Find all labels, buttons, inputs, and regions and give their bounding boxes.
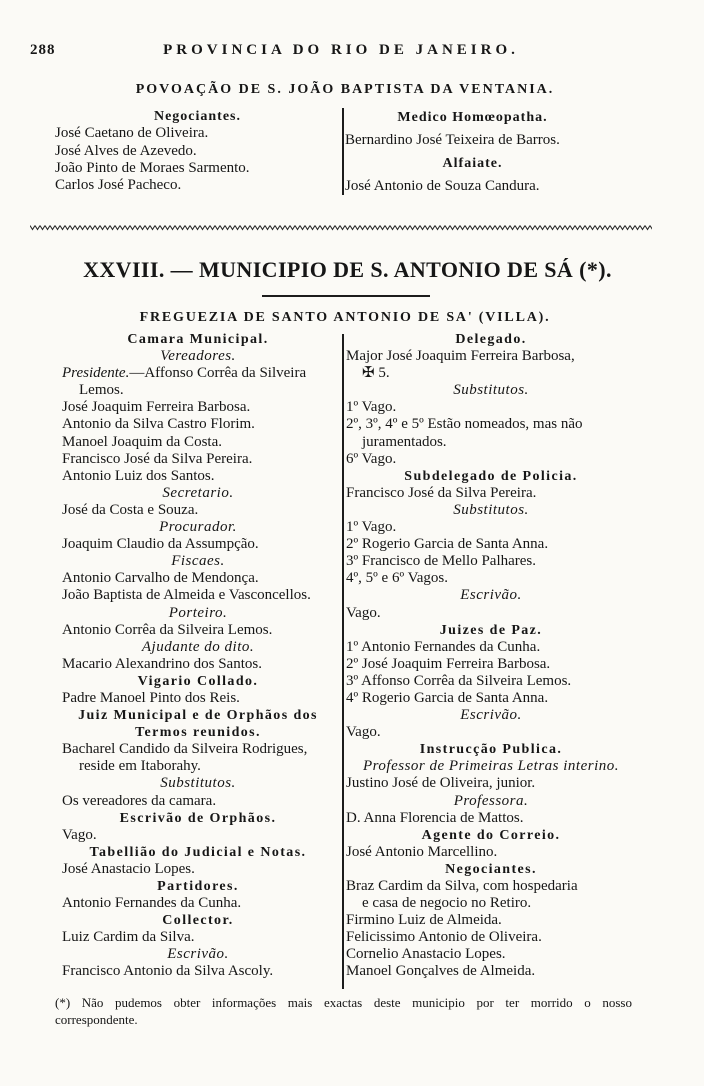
name-entry: José da Costa e Souza. [62, 501, 199, 518]
name-entry: José Antonio de Souza Candura. [345, 178, 540, 194]
name-entry: Antonio Carvalho de Mendonça. [62, 570, 259, 587]
section-heading: Medico Homœopatha. [397, 110, 548, 125]
section-heading: Collector. [162, 913, 234, 929]
role-label: Vereadores. [160, 348, 236, 365]
name-entry: José Alves de Azevedo. [55, 142, 197, 159]
section-heading: Delegado. [455, 332, 527, 347]
role-label: Fiscaes. [171, 553, 225, 570]
name-entry: Antonio Fernandes da Cunha. [62, 895, 242, 912]
continuation-line: ✠ 5. [362, 365, 390, 382]
name-entry: Major José Joaquim Ferreira Barbosa, [346, 348, 575, 365]
section-heading: Vigario Collado. [137, 673, 259, 689]
name-entry: 2º Rogerio Garcia de Santa Anna. [346, 536, 549, 553]
column-divider [342, 334, 344, 989]
name-entry: Francisco José da Silva Pereira. [62, 450, 253, 467]
section-heading: Tabellião do Judicial e Notas. [89, 844, 307, 860]
name-entry: 2º José Joaquim Ferreira Barbosa. [346, 655, 551, 672]
name-entry: 1º Vago. [346, 399, 397, 416]
municipio-right-column [345, 331, 637, 981]
name-entry: Bacharel Candido da Silveira Rodrigues, [62, 741, 308, 758]
role-label: Substitutos. [453, 382, 529, 399]
section-heading: Termos reunidos. [135, 725, 261, 741]
continuation-line: reside em Itaborahy. [79, 758, 201, 775]
column-divider [342, 108, 344, 195]
name-entry: 3º Affonso Corrêa da Silveira Lemos. [346, 672, 572, 689]
section-heading: Juizes de Paz. [439, 622, 543, 638]
footnote-line: (*) Não pudemos obter informações mais exactas deste municipio por ter morrido o nosso [55, 995, 632, 1010]
name-entry: Luiz Cardim da Silva. [62, 929, 195, 946]
name-entry [56, 365, 340, 382]
name-entry: 3º Francisco de Mello Palhares. [346, 553, 537, 570]
name-entry: Vago. [346, 604, 381, 621]
section-heading: Camara Municipal. [127, 332, 269, 347]
role-label: Escrivão. [460, 707, 522, 724]
name-entry: João Pinto de Moraes Sarmento. [55, 159, 250, 176]
role-label: Procurador. [159, 519, 237, 536]
name-entry: 2º, 3º, 4º e 5º Estão nomeados, mas não [346, 416, 583, 433]
name-entry: Antonio Corrêa da Silveira Lemos. [62, 621, 273, 638]
name-entry: Francisco José da Silva Pereira. [346, 484, 537, 501]
role-label: Porteiro. [168, 604, 228, 621]
section-heading: Negociantes. [445, 861, 537, 877]
section-heading: Alfaiate. [442, 156, 503, 171]
freguezia-title: FREGUEZIA DE SANTO ANTONIO DE SA' (VILLA). [139, 310, 551, 325]
name-entry: Firmino Luiz de Almeida. [346, 912, 502, 929]
title-underline-rule [262, 295, 430, 297]
name-entry: D. Anna Florencia de Mattos. [346, 809, 524, 826]
name-entry: Manoel Joaquim da Costa. [62, 433, 222, 450]
role-label: Professora. [453, 792, 529, 809]
running-title: PROVINCIA DO RIO DE JANEIRO. [163, 42, 519, 58]
name-entry: José Antonio Marcellino. [346, 843, 498, 860]
povoacao-right-column [345, 106, 600, 198]
footnote-line: correspondente. [55, 1012, 138, 1027]
section-heading: Agente do Correio. [421, 827, 561, 843]
name-entry: João Baptista de Almeida e Vasconcellos. [62, 587, 311, 604]
name-entry: 1º Vago. [346, 519, 397, 536]
povoacao-title: POVOAÇÃO DE S. JOÃO BAPTISTA DA VENTANIA. [135, 82, 555, 97]
name-entry: 4º Rogerio Garcia de Santa Anna. [346, 689, 549, 706]
continuation-line: juramentados. [362, 433, 447, 450]
name-entry: 6º Vago. [346, 450, 397, 467]
role-label: Ajudante do dito. [141, 638, 255, 655]
role-label: Substitutos. [160, 775, 236, 792]
name-entry: Braz Cardim da Silva, com hospedaria [346, 878, 578, 894]
entry-text: —Affonso Corrêa da Silveira [129, 365, 307, 382]
wavy-ornamental-rule [30, 224, 652, 231]
role-label: Substitutos. [453, 501, 529, 518]
role-label: Secretario. [162, 484, 234, 501]
name-entry: Macario Alexandrino dos Santos. [62, 655, 262, 672]
role-label: Professor de Primeiras Letras interino. [362, 758, 620, 775]
section-heading: Negociantes. [153, 109, 242, 124]
name-entry: Cornelio Anastacio Lopes. [346, 946, 506, 963]
name-entry: Padre Manoel Pinto dos Reis. [62, 689, 240, 706]
name-entry: José Joaquim Ferreira Barbosa. [62, 399, 251, 416]
section-heading: Partidores. [157, 879, 239, 894]
name-entry: Justino José de Oliveira, junior. [346, 775, 536, 792]
continuation-line: e casa de negocio no Retiro. [362, 895, 532, 912]
name-entry: Bernardino José Teixeira de Barros. [345, 132, 560, 148]
municipio-left-column [56, 331, 340, 981]
page-number: 288 [30, 42, 56, 58]
inline-role-label: Presidente. [62, 365, 130, 382]
name-entry: Antonio Luiz dos Santos. [62, 467, 215, 484]
section-heading: Instrucção Publica. [419, 742, 563, 758]
section-heading: Juiz Municipal e de Orphãos dos [78, 708, 318, 724]
name-entry: José Anastacio Lopes. [62, 860, 195, 877]
name-entry: José Caetano de Oliveira. [55, 125, 209, 142]
continuation-line: Lemos. [79, 382, 124, 399]
name-entry: Carlos José Pacheco. [55, 177, 182, 193]
name-entry: Felicissimo Antonio de Oliveira. [346, 929, 542, 946]
municipio-title: XXVIII. — MUNICIPIO DE S. ANTONIO DE SÁ (*). [83, 257, 612, 282]
role-label: Escrivão. [167, 946, 229, 963]
name-entry: Manoel Gonçalves de Almeida. [346, 963, 536, 980]
povoacao-left-column [55, 108, 340, 194]
name-entry: Francisco Antonio da Silva Ascoly. [62, 963, 274, 980]
name-entry: Os vereadores da camara. [62, 792, 217, 809]
name-entry: Vago. [346, 724, 381, 741]
name-entry: Vago. [62, 826, 97, 843]
name-entry: 4º, 5º e 6º Vagos. [346, 570, 449, 587]
name-entry: Joaquim Claudio da Assumpção. [62, 536, 259, 553]
role-label: Escrivão. [460, 587, 522, 604]
name-entry: 1º Antonio Fernandes da Cunha. [346, 638, 541, 655]
section-heading: Subdelegado de Policia. [404, 468, 578, 484]
name-entry: Antonio da Silva Castro Florim. [62, 416, 255, 433]
section-heading: Escrivão de Orphãos. [119, 810, 277, 826]
